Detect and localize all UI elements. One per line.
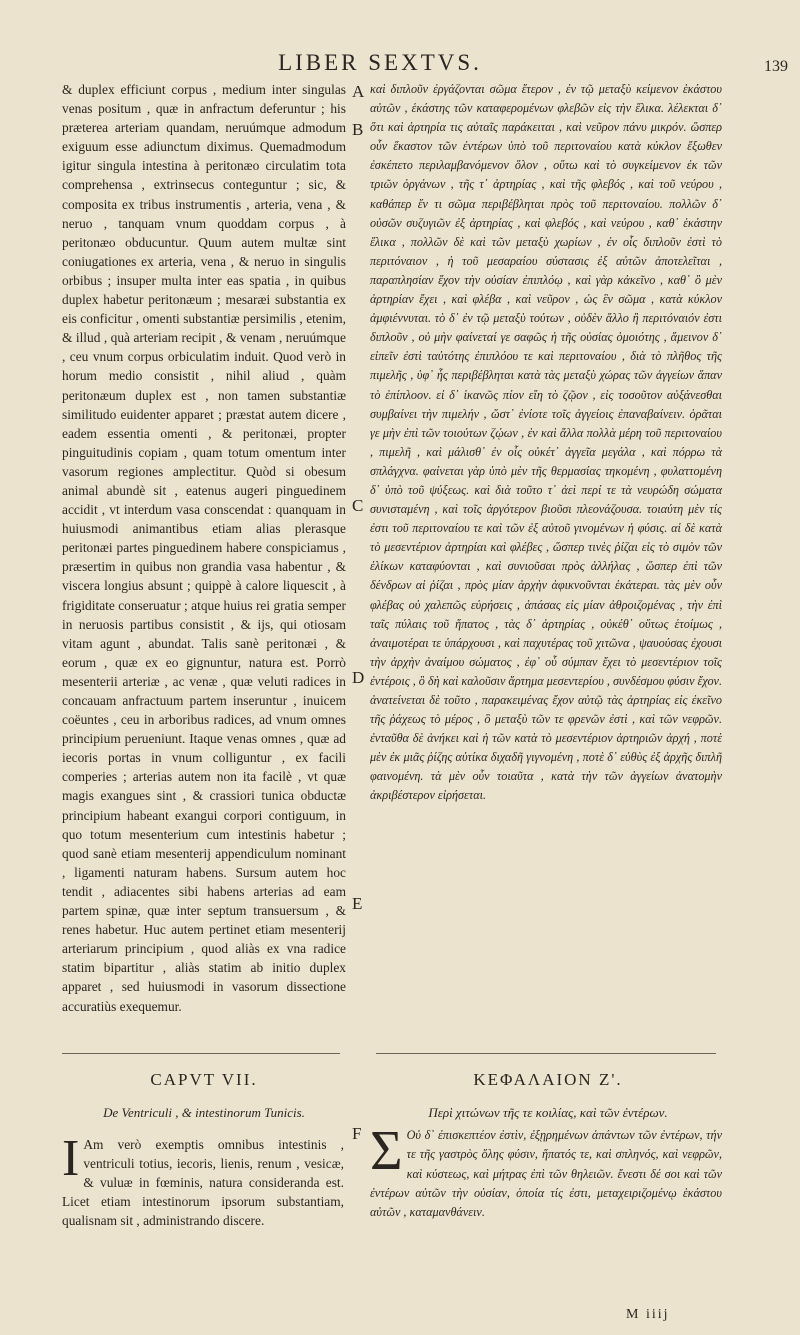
- drop-cap-latin: I: [62, 1130, 80, 1187]
- rule-latin: [62, 1053, 340, 1054]
- margin-letter-c: C: [352, 496, 364, 515]
- chapter-body-latin: [62, 1130, 344, 1230]
- chapter-title-latin: CAPVT VII.: [150, 1070, 258, 1089]
- chapter-body-greek: [370, 1120, 722, 1222]
- margin-letter-a: A: [352, 82, 365, 101]
- signature-mark: M iiij: [626, 1307, 670, 1322]
- chapter-title-greek: ΚΕΦΑΛΑΙΟΝ Ζ'.: [473, 1070, 623, 1089]
- chapter-subtitle-latin: De Ventriculi , & intestinorum Tunicis.: [103, 1105, 305, 1120]
- latin-column: [62, 80, 346, 1016]
- greek-paragraph: καὶ διπλοῦν ἐργάζονται σῶμα ἕτερον , ἐν τῷ μεταξὺ κείμενον ἑκάστου αὐτῶν , ἑκάστης τῶν καταφερομένων φλεβῶν εἰς τὴν ἕλικα. λέλεκται δ᾿ ὅτι καὶ ἀρτηρία τις αὐταῖς παράκειται , καὶ νεῦρον πάνυ μικρόν. ὥσπερ οὖν ἕκαστον τῶν ἐντέρων ὑπὸ τοῦ περιτοναίου κατὰ κύκλον ἔξωθεν ἐσκέπετο περιλαμβανόμενον ὅλον , οὕτω καὶ τὸ συγκείμενον ἐκ τῶν τριῶν ὀργάνων , τῆς τ᾿ ἀρτηρίας , καὶ τῆς φλεβός , καὶ τοῦ νεύρου , καθάπερ ἕν τι σῶμα περιβέβληται πρὸς τοῦ περιτοναίου. πολλῶν δ᾿ οὐσῶν συζυγιῶν ἐξ ἀρτηρίας , καὶ φλεβός , καὶ νεύρου , καθ᾿ ἑκάστην ἕλικα , πολλῶν δὲ καὶ τῶν μεταξὺ χωρίων , ἐν οἷς διπλοῦν ἐστὶ τὸ περιτόναιον , ἡ τοῦ μεσαραίου σύστασις ἐξ αὐτῶν ἀποτελεῖται , παραπλησίαν ἔχον τὴν οὐσίαν ἐπιπλόῳ , καὶ γὰρ κἀκεῖνο , καθ᾿ ὃ μὲν ἀρτηρίαν ἔχει , καὶ φλέβα , καὶ νεῦρον , ὡς ἓν σῶμα , κατὰ κύκλον ἀμφιέννυται. τὸ δ᾿ ἐν τῷ μεταξὺ τούτων , οὐδὲν ἄλλο ἢ περιτόναιόν ἐστι διπλοῦν , οὐ μὴν φαίνεταί γε σαφῶς ἡ τῆς οὐσίας ὁμοιότης , ἄμεινον δ᾿ εἰπεῖν ἐστὶ ταὐτότης ἐπιπλόου τε καὶ περιτοναίου , διὰ τὸ πλῆθος τῆς πιμελῆς , ὑφ᾿ ἧς περιβέβληται κατὰ τὰς μεταξὺ χώρας τῶν ἀγγείων ἅπαν τὸ ἐπίπλοον. εἰ δ᾿ ἱκανῶς πίον εἴη τὸ ζῷον , εἰς τοσοῦτον αὐξάνεσθαι συμβαίνει τὴν πιμελήν , ὥστ᾿ ἐνίοτε τοῖς ἀγγείοις ἐπαναβαίνειν. ὁρᾶται γε μὴν ἐπὶ τῶν τοιούτων ζῴων , ἐν καὶ ἄλλα πολλὰ μέρη τοῦ περιτοναίου , πιμελῆ , καὶ μάλισθ᾿ ἐν οἷς οὐκέτ᾿ ἀγγεῖα μεγάλα , καὶ πόρρω τὰ σπλάγχνα. φαίνεται γὰρ ὑπὸ μὲν τῆς θερμασίας τηκομένη , φυλαττομένη δ᾿ ὑπὸ τοῦ ψύξεως. καὶ διὰ τοῦτο τ᾿ ἀεὶ περί τε τὰ νευρώδη σώματα συνισταμένη , καὶ τοῖς ἀργότερον βιοῦσι πλεονάζουσα. τοιαύτη μὲν τίς ἐστι τοῦ περιτοναίου τε καὶ τῶν ἐξ αὐτοῦ γινομένων ἡ φύσις. αἱ δὲ κατὰ τὸ μεσεντέριον ἀρτηρίαι καὶ φλέβες , ὥσπερ τινὲς ῥίζαι εἰς τὸ σιμὸν τῶν ἑλίκων καταφύονται , καὶ συνιοῦσαι πρὸς ἀλλήλας , ὥσπερ ἐπὶ τῶν δένδρων αἱ ῥίζαι , πρὸς μίαν ἀρχὴν ἀφικνοῦνται ἑκάτεραι. τὰς μὲν οὖν φλέβας οὐ χαλεπῶς εὑρήσεις , ἁπάσας εἰς μίαν ἀθροιζομένας , τὴν ἐπὶ ταῖς πύλαις τοῦ ἥπατος , τὰς δ᾿ ἀρτηρίας , οὐκέθ᾿ οὕτως ἑτοίμως , ἀναιμοτέραι τε ὑπάρχουσι , καὶ παχυτέρας τοῦ χιτῶνα , ψαυούσας ἐχουσι τὴν ἀρχὴν ἀναίμου σώματος , ἐφ᾿ οὗ σύμπαν ἔχει τὸ μεσεντέριον τοῖς ἐντέροις , ὃ δὴ καὶ καλοῦσιν ἄρτημα μεσεντερίου , συνδέσμου φύσιν ἔχον. ἀνατείνεται δὲ τοῦτο , παρακειμένας ἔχον αὐτῷ τὰς ἀρτηρίας εἰς ἐκεῖνο τῆς ῥάχεως τὸ μέρος , ὃ μεταξὺ τῶν τε φρενῶν ἐστὶ , καὶ τῶν νεφρῶν. ἐνταῦθα δὲ ἀνήκει καὶ ἡ τῶν κατὰ τὸ μεσεντέριον ἀρτηριῶν ἀρχή , ποτὲ μὲν ἐκ μιᾶς ῥίζης αὐτίκα διχαδῆ γιγνομένη , ποτὲ δ᾿ εὐθὺς ἐξ ἀρχῆς διπλῆ φαινομένη. τὰ μὲν οὖν τοιαῦτα , κατὰ τὴν τῶν ἀγγείων ἀνατομὴν ἀκριβέστερον εἰρήσεται.: [370, 82, 723, 803]
- margin-letter-b: B: [352, 120, 364, 139]
- chapter-text-latin: Am verò exemptis omnibus intestinis , ventriculi totius, iecoris, lienis, renum , vesicæ, & vuluæ in fœminis, natura consideranda est. Licet etiam intestinorum ipsorum substantiam, qualisnam sit , administrando discere.: [62, 1137, 344, 1229]
- margin-letter-d: D: [352, 668, 365, 687]
- rule-greek: [376, 1053, 716, 1054]
- chapter-subtitle-greek: Περὶ χιτώνων τῆς τε κοιλίας, καὶ τῶν ἐντέρων.: [428, 1105, 668, 1120]
- margin-letter-e: E: [352, 894, 363, 913]
- page-number: 139: [764, 58, 788, 75]
- chapter-text-greek: Οὐ δ᾿ ἐπισκεπτέον ἐστὶν, ἐξῃρημένων ἁπάντων τῶν ἐντέρων, τήν τε τῆς γαστρὸς ὅλης φύσιν, ἥπατός τε, καὶ σπληνός, καὶ νεφρῶν, καὶ κύστεως, καὶ μήτρας ἐπὶ τῶν θηλειῶν. ἔνεστι δέ σοι καὶ τῶν ἐντέρων αὐτῶν τὴν οὐσίαν, ὁποία τίς ἐστι, μεταχειριζομένῳ ἑκάστου αὐτῶν , καταμανθάνειν.: [370, 1128, 722, 1220]
- drop-cap-greek: Σ: [370, 1120, 403, 1182]
- running-head: LIBER SEXTVS.: [278, 50, 482, 75]
- greek-column: [370, 80, 722, 806]
- latin-paragraph: & duplex efficiunt corpus , medium inter singulas venas positum , quæ in anfractum deferuntur ; his præterea arteriam quandam, neruúmque admodum exiguum esse adiunctum diximus. Quemadmodum igitur singula intestina à peritonæo circulatim tota comprehensa , extrinsecus conteguntur ; sic, & composita ex tribus instrumentis , arteria, vena , & neruo , tanquam vnum quoddam corpus , à peritonæo obducuntur. Quum autem multæ sint coniugationes ex arteria, vena , & neruo in singulis orbibus ; insuper multa inter eas spatia , in quibus duplex habetur peritonæum ; mesaræi substantia ex eis conficitur , omenti substantiæ persimilis , etenim, & illud , quà arteriam recipit , & venam , neruúmque , ceu vnum corpus orbiculatim induit. Quod verò in horum medio consistit , nihil aliud , quàm peritonæum duplex est , non tamen substantiæ similitudo euidenter apparet ; præstat autem dicere , eadem essentia omenti , & peritonæi, propter pinguitudinis copiam , quam totum omentum inter vasorum regiones amplectitur. Quòd si obesum animal abundè sit , eatenus augeri pinguedinem accidit , vt interdum vasa conscendat : quanquam in huiusmodi animantibus etiam alias plerasque peritonæi partes pinguedinem habere conspiciamus , præsertim in quibus non grandia vasa habentur , & viscera longius absunt ; quippè à calore liquescit , à frigiditate conseruatur ; atque huius rei gratia semper in neruosis partibus consistit , & ijs, qui otiosam vitam agunt , abundat. Talis sanè peritonæi , & eorum , quæ ex eo gignuntur, natura est. Porrò mesenterii arteriæ , ac venæ , quæ veluti radices in concauam anfractuum partem inseruntur , inuicem coëuntes , ceu in arboribus radices, ad vnum omnes principium perueniunt. Itaque venas omnes , quæ ad iecoris portas in vnum colliguntur , ex facili comperies ; arterias autem non ita facilè , vt quæ magis exangues sint , & crassiori tunica obductæ principium habeant exangui corpori contiguum, in quo totum mesenterium cum intestinis habetur ; quod sanè etiam mesenterij appendiculum nominant , ligamenti naturam habens. Sursum autem hoc tendit , adiacentes sibi habens arterias ad eam partem spinæ, quæ inter septum transuersum , & renes habetur. Huc autem pertinet etiam mesenterij arteriarum principium , quod aliàs ex vna radice statim bipartitur , aliàs statim ab initio duplex apparet , sed huiusmodi in vasorum dissectione accuratiùs exequemur.: [62, 82, 346, 1014]
- margin-letter-f: F: [352, 1124, 362, 1143]
